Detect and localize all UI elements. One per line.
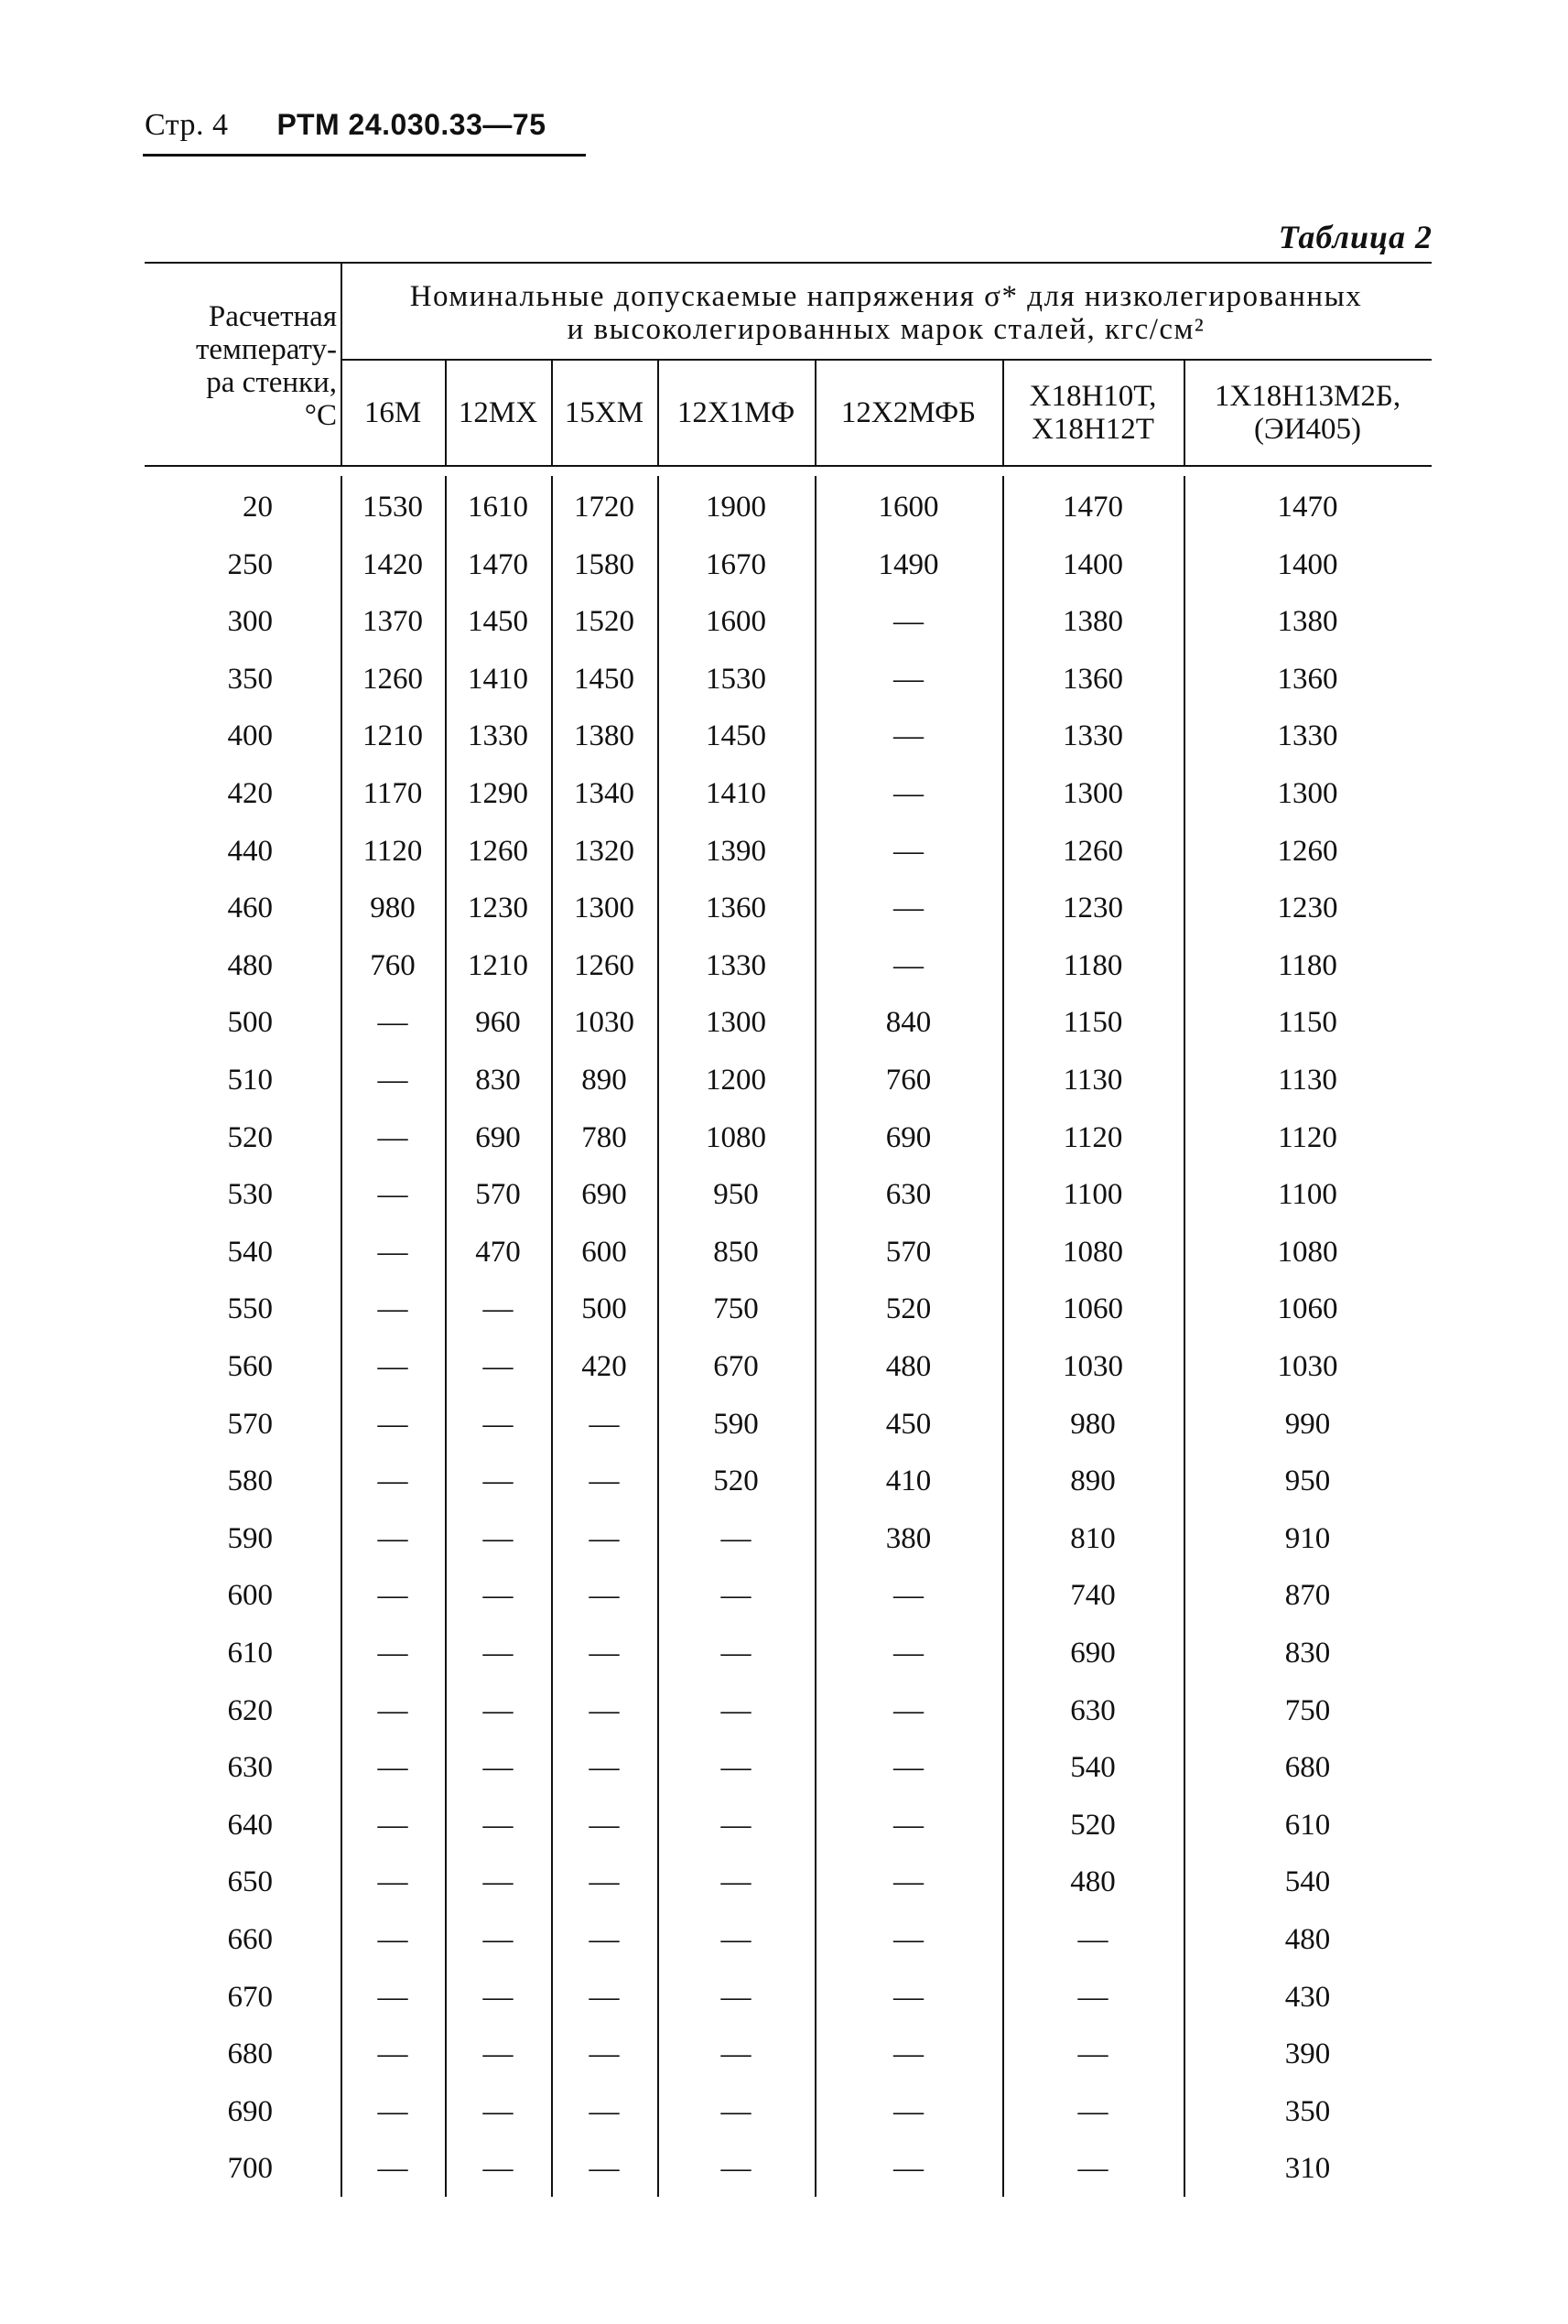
table-cell: — [377, 2152, 408, 2186]
table-cell: 1290 [468, 777, 528, 810]
table-cell: — [720, 2094, 752, 2128]
row-temperature: 420 [227, 777, 273, 810]
table-cell: — [893, 1923, 924, 1956]
table-cell: — [893, 1693, 924, 1727]
table-cell: 1900 [706, 491, 766, 524]
table-cell: — [377, 1178, 408, 1212]
column-header [1184, 361, 1432, 465]
column-header-line: 12МХ [458, 396, 538, 429]
table-cell: — [893, 948, 924, 982]
header-underline [143, 154, 586, 157]
table-cell: — [482, 1693, 514, 1727]
table-cell: 1300 [1063, 777, 1123, 810]
table-cell: — [377, 1064, 408, 1097]
table-cell: — [1077, 2094, 1108, 2128]
table-cell: 380 [885, 1521, 932, 1555]
row-temperature: 590 [227, 1521, 273, 1555]
table-cell: 760 [885, 1064, 932, 1097]
row-temperature: 550 [227, 1292, 273, 1326]
table-cell: — [377, 1751, 408, 1785]
table-cell: 1300 [706, 1006, 766, 1040]
table-cell: 1400 [1277, 547, 1338, 581]
table-cell: — [377, 2094, 408, 2128]
table-cell: — [893, 2094, 924, 2128]
table-cell: — [720, 2152, 752, 2186]
table-cell: 1410 [468, 662, 528, 696]
table-cell: — [589, 2094, 620, 2128]
table-cell: 1520 [574, 605, 634, 639]
table-cell: 1120 [1063, 1120, 1123, 1154]
table-cell: — [482, 2094, 514, 2128]
table-cell: 1300 [574, 892, 634, 925]
table-top-rule [145, 262, 1432, 264]
table-cell: 1150 [1063, 1006, 1123, 1040]
table-cell: 1170 [362, 777, 423, 810]
table-cell: — [893, 1751, 924, 1785]
table-cell: — [482, 1637, 514, 1670]
column-header [1002, 361, 1184, 465]
table-cell: 540 [1284, 1865, 1331, 1899]
table-cell: — [589, 2038, 620, 2071]
table-cell: 1180 [1278, 948, 1337, 982]
table-cell: — [893, 2038, 924, 2071]
table-cell: 1580 [574, 547, 634, 581]
table-cell: 1130 [1063, 1064, 1123, 1097]
row-temperature: 350 [227, 662, 273, 696]
table-cell: — [893, 605, 924, 639]
table-cell: 1260 [362, 662, 423, 696]
table-cell: — [893, 2152, 924, 2186]
table-cell: — [482, 1521, 514, 1555]
column-header-line: (ЭИ405) [1253, 413, 1362, 446]
table-cell: — [589, 1865, 620, 1899]
table-cell: 570 [475, 1178, 521, 1212]
table-cell: — [893, 662, 924, 696]
row-temperature: 700 [227, 2152, 273, 2186]
table-cell: 1260 [1277, 834, 1338, 868]
table-cell: 1120 [1278, 1120, 1337, 1154]
table-cell: 780 [581, 1120, 627, 1154]
table-cell: 960 [475, 1006, 521, 1040]
table-cell: 1530 [362, 491, 423, 524]
table-cell: 520 [713, 1465, 759, 1498]
column-header [551, 361, 657, 465]
row-temperature: 460 [227, 892, 273, 925]
table-cell: 950 [1284, 1465, 1331, 1498]
table-cell: 1450 [468, 605, 528, 639]
table-cell: 750 [713, 1292, 759, 1326]
table-cell: 1300 [1277, 777, 1338, 810]
table-cell: 680 [1284, 1751, 1331, 1785]
table-cell: — [720, 1808, 752, 1842]
table-cell: 1470 [1277, 491, 1338, 524]
table-cell: 1200 [706, 1064, 766, 1097]
table-cell: — [589, 1808, 620, 1842]
table-cell: — [482, 1865, 514, 1899]
row-temperature: 580 [227, 1465, 273, 1498]
table-cell: 1080 [706, 1120, 766, 1154]
table-cell: 1100 [1278, 1178, 1337, 1212]
row-temperature: 600 [227, 1579, 273, 1613]
table-cell: 450 [885, 1407, 932, 1441]
table-cell: 890 [581, 1064, 627, 1097]
table-cell: — [589, 2152, 620, 2186]
table-cell: — [589, 1521, 620, 1555]
row-temperature: 620 [227, 1693, 273, 1727]
table-cell: — [893, 1980, 924, 2014]
row-header-cell [145, 275, 337, 458]
table-cell: 1330 [1063, 719, 1123, 753]
table-cell: — [720, 1521, 752, 1555]
table-cell: 840 [885, 1006, 932, 1040]
table-cell: 740 [1070, 1579, 1116, 1613]
table-cell: 520 [885, 1292, 932, 1326]
table-cell: 1410 [706, 777, 766, 810]
table-cell: 1670 [706, 547, 766, 581]
column-header [445, 361, 551, 465]
row-header-line: ра стенки, [206, 366, 337, 399]
table-cell: 750 [1284, 1693, 1331, 1727]
row-temperature: 530 [227, 1178, 273, 1212]
table-cell: 1450 [706, 719, 766, 753]
table-cell: 1600 [878, 491, 939, 524]
table-cell: — [482, 1980, 514, 2014]
table-cell: — [377, 1350, 408, 1383]
table-cell: 1400 [1063, 547, 1123, 581]
table-cell: 610 [1284, 1808, 1331, 1842]
column-header [815, 361, 1002, 465]
table-cell: — [1077, 2038, 1108, 2071]
table-cell: 630 [885, 1178, 932, 1212]
group-header-line: и высоколегированных марок сталей, кгс/см² [567, 313, 1206, 346]
table-cell: — [377, 1407, 408, 1441]
table-cell: — [893, 719, 924, 753]
table-cell: 1720 [574, 491, 634, 524]
table-cell: 390 [1284, 2038, 1331, 2071]
table-cell: 520 [1070, 1808, 1116, 1842]
table-cell: — [893, 1808, 924, 1842]
table-cell: 600 [581, 1235, 627, 1269]
table-cell: 1260 [468, 834, 528, 868]
table-cell: 410 [885, 1465, 932, 1498]
table-cell: 590 [713, 1407, 759, 1441]
table-cell: 1210 [362, 719, 423, 753]
table-cell: — [482, 1407, 514, 1441]
table-cell: 1340 [574, 777, 634, 810]
table-cell: — [589, 1407, 620, 1441]
table-cell: — [1077, 1923, 1108, 1956]
table-cell: — [1077, 1980, 1108, 2014]
row-temperature: 20 [243, 491, 273, 524]
table-cell: — [482, 1579, 514, 1613]
table-cell: 950 [713, 1178, 759, 1212]
table-cell: — [589, 1579, 620, 1613]
table-cell: 500 [581, 1292, 627, 1326]
table-cell: — [720, 1751, 752, 1785]
column-header-line: 15ХМ [564, 396, 644, 429]
table-cell: — [893, 777, 924, 810]
table-cell: — [377, 1980, 408, 2014]
row-temperature: 560 [227, 1350, 273, 1383]
column-header [341, 361, 445, 465]
column-header-line: 16М [363, 396, 422, 429]
table-cell: 690 [581, 1178, 627, 1212]
table-cell: 1060 [1277, 1292, 1338, 1326]
table-cell: 810 [1070, 1521, 1116, 1555]
row-temperature: 640 [227, 1808, 273, 1842]
table-cell: 430 [1284, 1980, 1331, 2014]
row-temperature: 660 [227, 1923, 273, 1956]
row-temperature: 400 [227, 719, 273, 753]
table-cell: — [720, 1923, 752, 1956]
table-cell: — [377, 1006, 408, 1040]
table-cell: 1330 [1277, 719, 1338, 753]
table-cell: — [377, 2038, 408, 2071]
column-header-line: 12Х1МФ [676, 396, 795, 429]
table-cell: 1360 [1277, 662, 1338, 696]
table-cell: — [377, 1465, 408, 1498]
table-cell: 1420 [362, 547, 423, 581]
column-header-line: 12Х2МФБ [840, 396, 977, 429]
table-cell: 470 [475, 1235, 521, 1269]
table-cell: — [589, 1751, 620, 1785]
table-cell: — [377, 1637, 408, 1670]
table-cell: 1210 [468, 948, 528, 982]
table-cell: — [893, 1579, 924, 1613]
row-temperature: 520 [227, 1120, 273, 1154]
table-cell: 990 [1284, 1407, 1331, 1441]
table-cell: 1320 [574, 834, 634, 868]
row-temperature: 540 [227, 1235, 273, 1269]
table-cell: 1380 [574, 719, 634, 753]
table-cell: 480 [885, 1350, 932, 1383]
row-temperature: 690 [227, 2094, 273, 2128]
table-cell: — [589, 1923, 620, 1956]
table-cell: 1390 [706, 834, 766, 868]
table-cell: — [482, 1350, 514, 1383]
table-cell: 830 [475, 1064, 521, 1097]
table-cell: 1360 [1063, 662, 1123, 696]
table-cell: — [589, 1693, 620, 1727]
table-cell: — [720, 2038, 752, 2071]
column-header-line: Х18Н12Т [1032, 413, 1154, 446]
table-cell: — [589, 1637, 620, 1670]
table-cell: 830 [1284, 1637, 1331, 1670]
table-cell: 980 [370, 892, 416, 925]
row-temperature: 510 [227, 1064, 273, 1097]
table-cell: 540 [1070, 1751, 1116, 1785]
table-cell: 1130 [1278, 1064, 1337, 1097]
row-header-line: °С [304, 399, 337, 432]
table-cell: 1180 [1063, 948, 1123, 982]
table-cell: — [482, 1808, 514, 1842]
table-cell: 1230 [468, 892, 528, 925]
table-cell: — [893, 834, 924, 868]
table-cell: 1470 [1063, 491, 1123, 524]
table-cell: — [377, 1292, 408, 1326]
table-cell: 1470 [468, 547, 528, 581]
row-temperature: 670 [227, 1980, 273, 2014]
table-cell: — [589, 1980, 620, 2014]
table-cell: 1150 [1278, 1006, 1337, 1040]
table-cell: 1080 [1063, 1235, 1123, 1269]
table-cell: 850 [713, 1235, 759, 1269]
table-cell: 980 [1070, 1407, 1116, 1441]
table-cell: 420 [581, 1350, 627, 1383]
table-cell: 350 [1284, 2094, 1331, 2128]
column-header-line: 1Х18Н13М2Б, [1214, 380, 1401, 413]
table-cell: 1600 [706, 605, 766, 639]
table-cell: — [482, 2152, 514, 2186]
table-cell: 690 [885, 1120, 932, 1154]
table-cell: 1030 [1277, 1350, 1338, 1383]
page-header [145, 108, 546, 143]
table-cell: — [893, 1637, 924, 1670]
document-code: РТМ 24.030.33—75 [276, 108, 546, 141]
table-cell: 630 [1070, 1693, 1116, 1727]
table-cell: 1360 [706, 892, 766, 925]
row-temperature: 680 [227, 2038, 273, 2071]
row-temperature: 480 [227, 948, 273, 982]
table-cell: — [377, 1693, 408, 1727]
table-cell: — [482, 2038, 514, 2071]
table-cell: — [377, 1235, 408, 1269]
table-cell: — [720, 1865, 752, 1899]
table-cell: — [720, 1693, 752, 1727]
table-cell: 1030 [1063, 1350, 1123, 1383]
table-cell: — [377, 1120, 408, 1154]
table-cell: 910 [1284, 1521, 1331, 1555]
table-cell: 1080 [1277, 1235, 1338, 1269]
row-temperature: 250 [227, 547, 273, 581]
table-cell: — [377, 1808, 408, 1842]
column-header [657, 361, 815, 465]
table-cell: — [589, 1465, 620, 1498]
table-cell: 1610 [468, 491, 528, 524]
page-number: Стр. 4 [145, 108, 229, 142]
row-header-line: температу- [195, 333, 337, 366]
table-cell: — [377, 1579, 408, 1613]
table-cell: — [482, 1292, 514, 1326]
table-cell: 1490 [878, 547, 939, 581]
row-header-line: Расчетная [208, 300, 337, 333]
table-cell: 480 [1284, 1923, 1331, 1956]
table-cell: — [482, 1465, 514, 1498]
table-cell: 1260 [574, 948, 634, 982]
table-cell: — [720, 1980, 752, 2014]
table-cell: 1450 [574, 662, 634, 696]
table-cell: — [893, 1865, 924, 1899]
table-cell: — [482, 1923, 514, 1956]
table-cell: — [377, 1865, 408, 1899]
row-temperature: 630 [227, 1751, 273, 1785]
table-cell: 1530 [706, 662, 766, 696]
table-cell: 480 [1070, 1865, 1116, 1899]
group-header-line: Номинальные допускаемые напряжения σ* для низколегированных [409, 280, 1363, 313]
table-cell: 690 [1070, 1637, 1116, 1670]
table-cell: 1060 [1063, 1292, 1123, 1326]
row-temperature: 610 [227, 1637, 273, 1670]
row-temperature: 500 [227, 1006, 273, 1040]
header-bottom-rule [145, 465, 1432, 467]
table-cell: — [720, 1637, 752, 1670]
table-cell: 1330 [468, 719, 528, 753]
table-cell: — [893, 892, 924, 925]
row-temperature: 570 [227, 1407, 273, 1441]
table-cell: 1230 [1277, 892, 1338, 925]
table-cell: 570 [885, 1235, 932, 1269]
table-cell: 310 [1284, 2152, 1331, 2186]
table-cell: 1030 [574, 1006, 634, 1040]
row-temperature: 650 [227, 1865, 273, 1899]
table-cell: 890 [1070, 1465, 1116, 1498]
table-caption: Таблица 2 [1278, 219, 1433, 255]
table-cell: 870 [1284, 1579, 1331, 1613]
table-cell: — [377, 1521, 408, 1555]
table-cell: 1370 [362, 605, 423, 639]
row-temperature: 300 [227, 605, 273, 639]
table-cell: 1330 [706, 948, 766, 982]
table-cell: 1260 [1063, 834, 1123, 868]
table-cell: — [482, 1751, 514, 1785]
table-cell: — [1077, 2152, 1108, 2186]
table-cell: 1100 [1063, 1178, 1123, 1212]
table-cell: 760 [370, 948, 416, 982]
table-cell: — [377, 1923, 408, 1956]
table-cell: 690 [475, 1120, 521, 1154]
table-cell: 1380 [1277, 605, 1338, 639]
group-header [341, 271, 1432, 355]
table-cell: 670 [713, 1350, 759, 1383]
table-cell: 1120 [362, 834, 423, 868]
table-cell: — [720, 1579, 752, 1613]
column-header-line: Х18Н10Т, [1029, 380, 1157, 413]
row-temperature: 440 [227, 834, 273, 868]
table-cell: 1380 [1063, 605, 1123, 639]
table-cell: 1230 [1063, 892, 1123, 925]
